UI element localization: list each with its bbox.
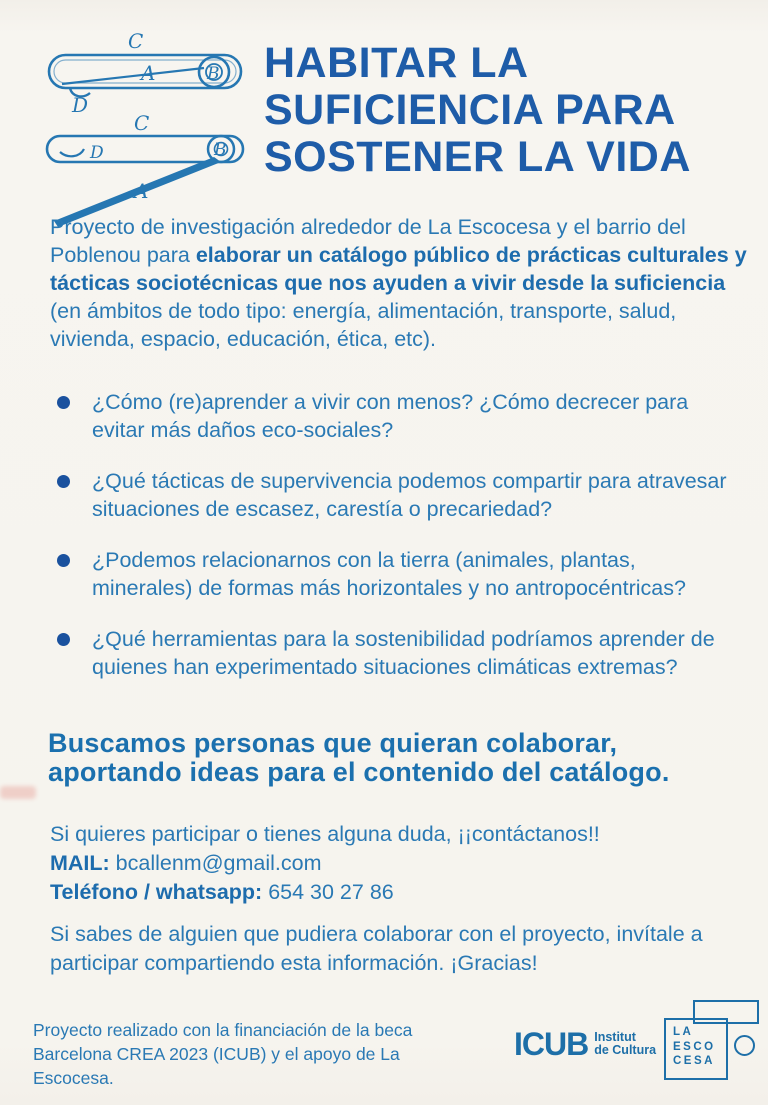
bullet-dot-icon	[57, 554, 70, 567]
escocesa-line: CESA	[673, 1055, 715, 1067]
title-line: HABITAR LA	[264, 39, 529, 87]
escocesa-square-shape	[664, 1018, 728, 1080]
title-line: SOSTENER LA VIDA	[264, 133, 691, 181]
intro-text-start: Proyecto de investigación alrededor de La Escocesa y el barrio del Poblenou para	[50, 215, 686, 267]
share-paragraph: Si sabes de alguien que pudiera colaborar con el proyecto, invítale a participar compartiendo esta información. ¡Gracias!	[50, 922, 703, 975]
footer-credit	[33, 1018, 483, 1090]
credit-line: Proyecto realizado con la financiación de la beca	[33, 1020, 413, 1040]
escocesa-line: LA	[673, 1026, 694, 1038]
phone-value: 654 30 27 86	[262, 880, 394, 904]
escocesa-circle-shape	[734, 1035, 755, 1056]
intro-text-end: (en ámbitos de todo tipo: energía, alimentación, transporte, salud, vivienda, espacio, educación, ética, etc).	[50, 299, 677, 351]
question-text: ¿Cómo (re)aprender a vivir con menos? ¿Cómo decrecer para evitar más daños eco-sociales?	[92, 390, 689, 442]
contact-block	[50, 820, 750, 907]
icub-sub-line: Institut	[594, 1029, 636, 1044]
intro-paragraph	[50, 213, 750, 353]
question-text: ¿Podemos relacionarnos con la tierra (animales, plantas, minerales) de formas más horizontales y no antropocéntricas?	[92, 548, 686, 600]
pin-label-a: A	[141, 61, 156, 85]
credit-line: Barcelona CREA 2023 (ICUB) y el apoyo de La Escocesa.	[33, 1044, 400, 1088]
icub-wordmark: ICUB	[514, 1026, 589, 1062]
pin-label-b: B	[207, 64, 220, 84]
pin-label-d: D	[90, 143, 104, 163]
mail-label: MAIL:	[50, 851, 110, 875]
phone-label: Teléfono / whatsapp:	[50, 880, 263, 904]
intro-text-bold: elaborar un catálogo público de prácticas culturales y tácticas sociotécnicas que nos ayuden a vivir desde la suficiencia	[50, 243, 747, 295]
question-list	[50, 388, 742, 704]
list-item	[50, 625, 742, 681]
icub-sublabel	[594, 1031, 656, 1058]
icub-sub-line: de Cultura	[594, 1043, 657, 1057]
bullet-dot-icon	[57, 396, 70, 409]
escocesa-wordmark	[666, 1020, 726, 1069]
icub-logo	[514, 1028, 656, 1060]
pin-label-b: B	[214, 140, 227, 160]
list-item	[50, 546, 742, 602]
pin-label-c: C	[134, 114, 150, 135]
question-text: ¿Qué tácticas de supervivencia podemos compartir para atravesar situaciones de escasez, carestía o precariedad?	[92, 469, 727, 521]
cta-line: aportando ideas para el contenido del catálogo.	[48, 756, 670, 787]
list-item	[50, 388, 742, 444]
title-line: SUFICIENCIA PARA	[264, 86, 676, 134]
mail-value: bcallenm@gmail.com	[109, 851, 322, 875]
bullet-dot-icon	[57, 633, 70, 646]
question-text: ¿Qué herramientas para la sostenibilidad podríamos aprender de quienes han experimentado situaciones climáticas extremas?	[92, 627, 715, 679]
call-to-action	[48, 729, 758, 786]
pin-label-c: C	[128, 32, 144, 53]
contact-intro: Si quieres participar o tienes alguna duda, ¡¡contáctanos!!	[50, 822, 600, 846]
list-item	[50, 467, 742, 523]
header-illustration	[42, 32, 267, 204]
scan-artifact	[0, 786, 36, 799]
page-title	[264, 40, 754, 181]
pin-label-d: D	[72, 93, 89, 114]
bullet-dot-icon	[57, 475, 70, 488]
cta-line: Buscamos personas que quieran colaborar,	[48, 728, 618, 758]
contact-mail-line	[50, 849, 750, 878]
escocesa-line: ESCO	[673, 1040, 716, 1053]
safety-pin-closed-illustration	[42, 32, 264, 114]
pin-label-a: A	[134, 179, 149, 203]
la-escocesa-logo	[662, 996, 764, 1086]
contact-phone-line	[50, 878, 750, 907]
